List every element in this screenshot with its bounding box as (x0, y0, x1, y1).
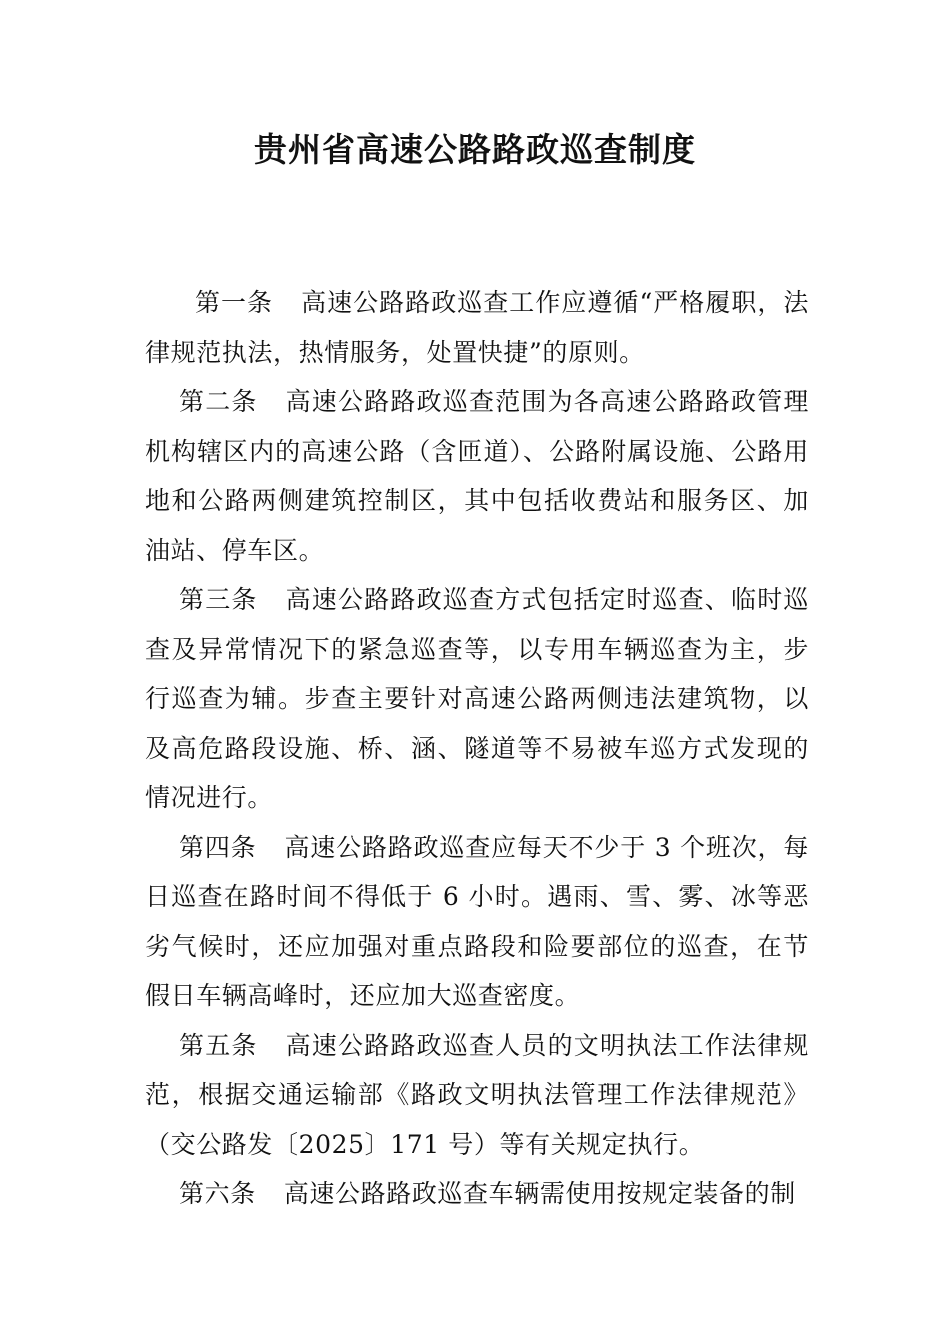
article-text: 高速公路路政巡查方式包括定时巡查、临时巡查及异常情况下的紧急巡查等，以专用车辆巡查为主，步行巡查为辅。步查主要针对高速公路两侧违法建筑物，以及高危路段设施、桥、涵、隧道等不易被车巡方式发现的情况进行。 (145, 585, 809, 812)
article-3 (145, 575, 809, 823)
article-text: 高速公路路政巡查车辆需使用按规定装备的制 (283, 1179, 796, 1208)
article-number: 第二条 (179, 387, 258, 416)
article-4 (145, 823, 809, 1021)
document-body (145, 278, 809, 1219)
article-number: 第六条 (179, 1179, 256, 1208)
article-number: 第三条 (179, 585, 258, 614)
article-2 (145, 377, 809, 575)
article-text: 高速公路路政巡查人员的文明执法工作法律规范，根据交通运输部《路政文明执法管理工作法律规范》（交公路发〔2025〕171 号）等有关规定执行。 (145, 1030, 809, 1159)
article-text: 高速公路路政巡查范围为各高速公路路政管理机构辖区内的高速公路（含匝道）、公路附属设施、公路用地和公路两侧建筑控制区，其中包括收费站和服务区、加油站、停车区。 (145, 387, 809, 565)
article-number: 第五条 (179, 1030, 258, 1060)
article-5 (145, 1021, 809, 1170)
document-title: 贵州省高速公路路政巡查制度 (254, 130, 696, 169)
article-text: 高速公路路政巡查应每天不少于 3 个班次，每日巡查在路时间不得低于 6 小时。遇雨、雪、雾、冰等恶劣气候时，还应加强对重点路段和险要部位的巡查，在节假日车辆高峰时，还应加大巡查密度。 (145, 832, 809, 1010)
article-text: 高速公路路政巡查工作应遵循“严格履职，法律规范执法，热情服务，处置快捷”的原则。 (145, 288, 809, 367)
article-number: 第一条 (195, 288, 274, 317)
article-number: 第四条 (179, 832, 257, 862)
article-1 (145, 278, 809, 377)
article-6 (145, 1169, 809, 1219)
